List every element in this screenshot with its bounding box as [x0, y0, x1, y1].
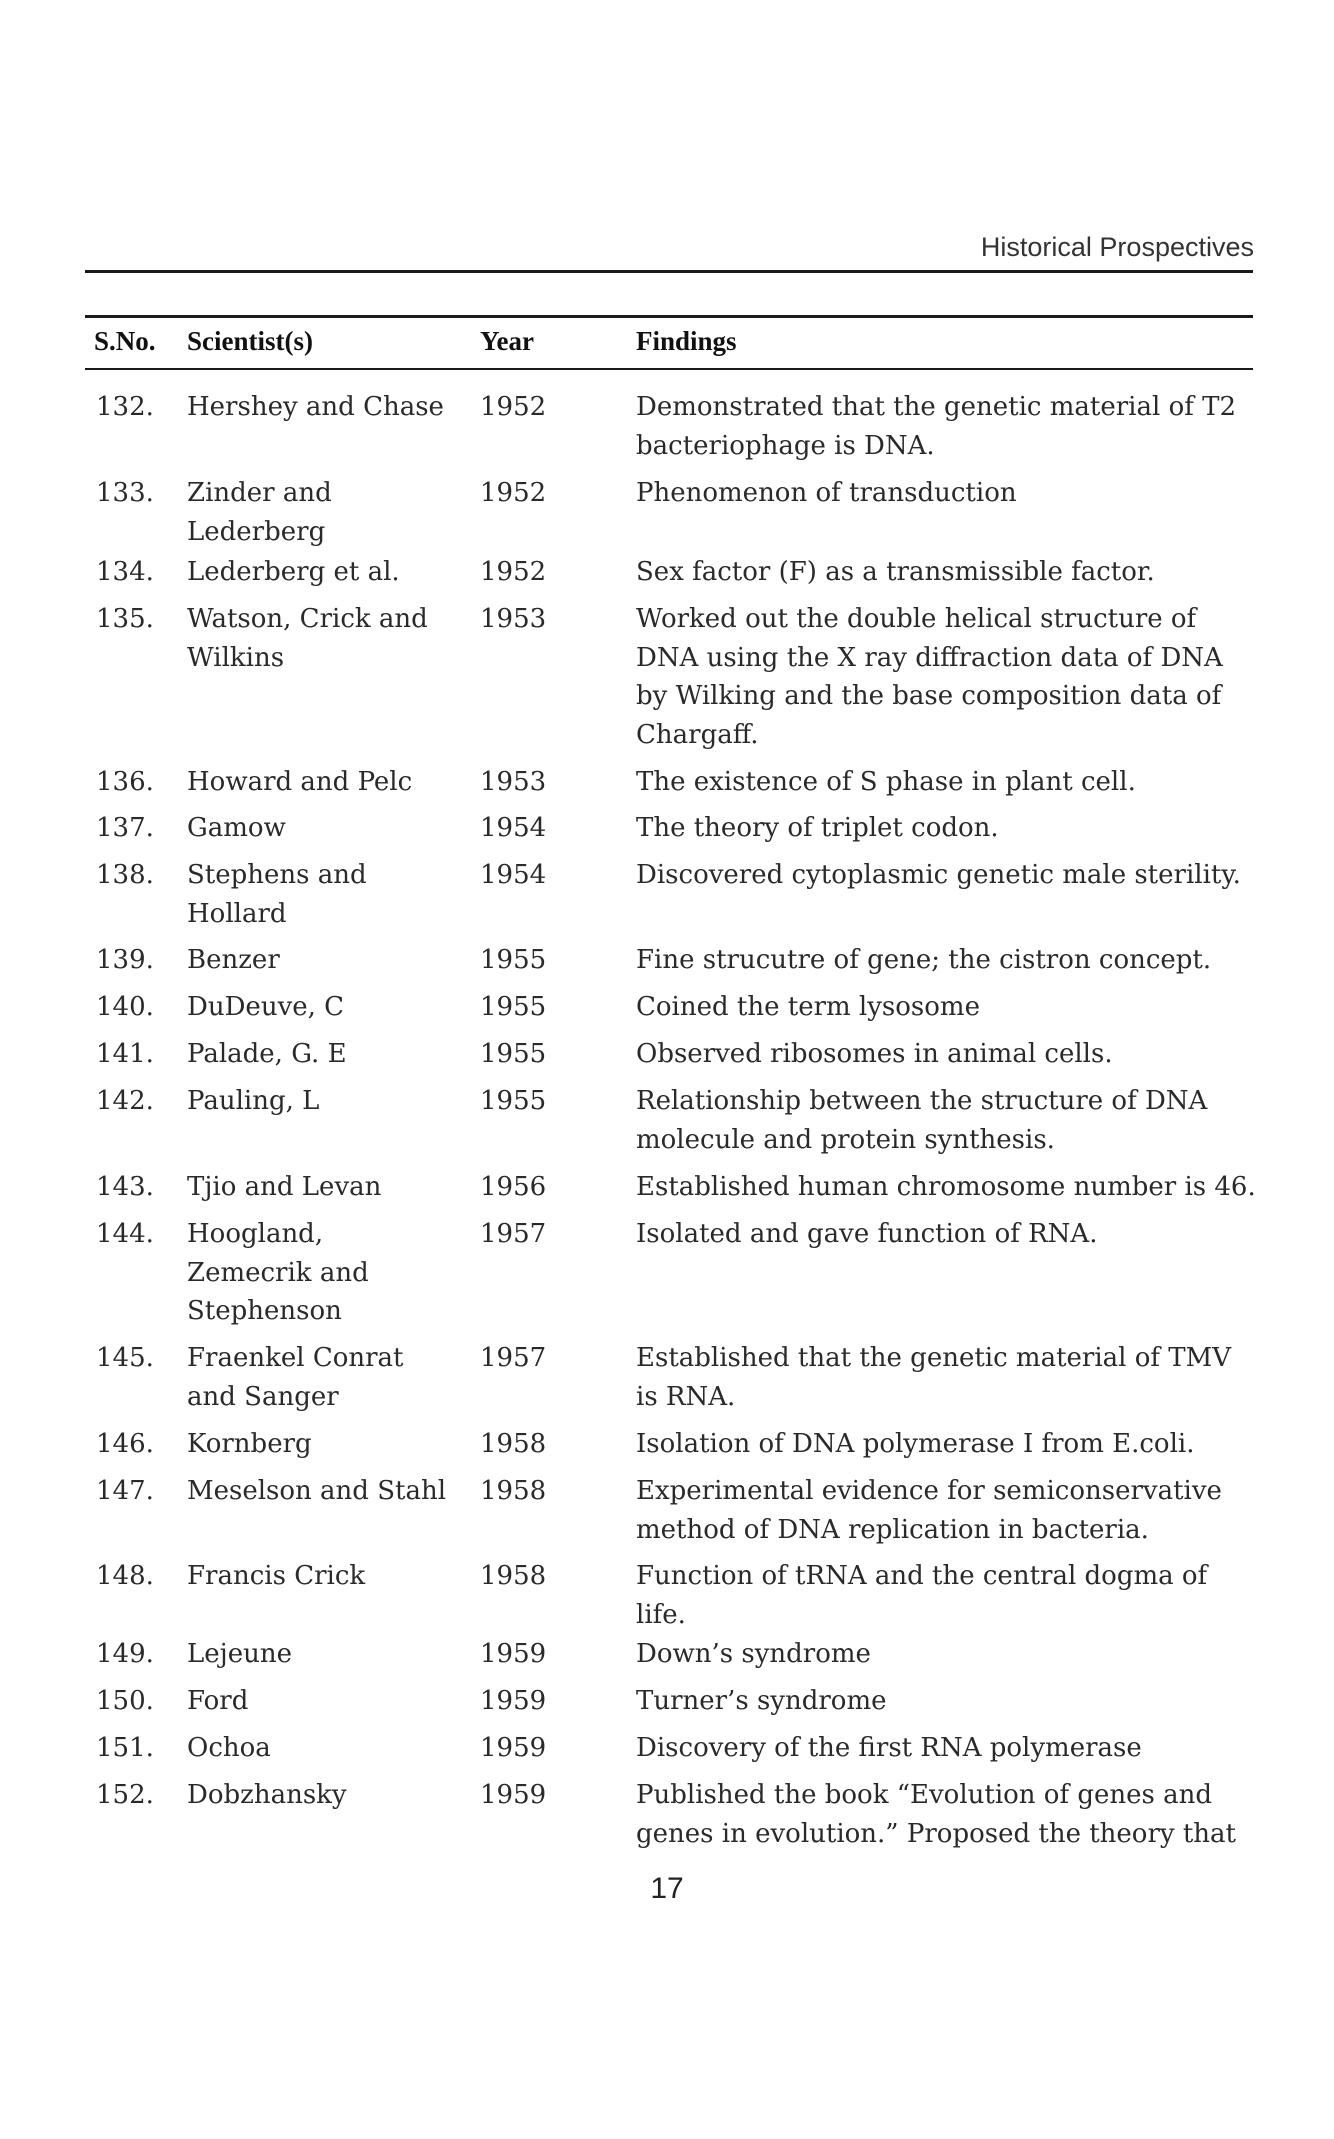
row-number: 138.: [96, 860, 154, 890]
column-header-sno: S.No.: [94, 326, 156, 356]
scientist-cell: Benzer: [187, 945, 280, 975]
finding-cell: Observed ribosomes in animal cells.: [636, 1039, 1113, 1069]
row-number: 143.: [96, 1172, 154, 1202]
finding-cell: Discovered cytoplasmic genetic male sterility.: [636, 860, 1241, 890]
scientist-cell: Palade, G. E: [187, 1039, 347, 1069]
finding-cell: Relationship between the structure of DNA molecule and protein synthesis.: [636, 1086, 1208, 1155]
scientist-cell: Ford: [187, 1686, 249, 1716]
scientist-cell: Lejeune: [187, 1639, 292, 1669]
scientist-cell: Dobzhansky: [187, 1780, 347, 1810]
year-cell: 1954: [480, 860, 547, 890]
year-cell: 1957: [480, 1343, 547, 1373]
row-number: 136.: [96, 767, 154, 797]
scientist-cell: Zinder and Lederberg: [187, 478, 332, 547]
table-row: [0, 1168, 1334, 1215]
row-number: 150.: [96, 1686, 154, 1716]
row-number: 141.: [96, 1039, 154, 1069]
row-number: 132.: [96, 392, 154, 422]
year-cell: 1955: [480, 1086, 547, 1116]
scientist-cell: Hoogland, Zemecrik and Stephenson: [187, 1219, 369, 1326]
row-number: 147.: [96, 1476, 154, 1506]
column-header-findings: Findings: [636, 326, 737, 356]
table-row: [0, 474, 1334, 553]
year-cell: 1952: [480, 392, 547, 422]
finding-cell: Function of tRNA and the central dogma of life.: [636, 1561, 1208, 1630]
scientist-cell: Tjio and Levan: [187, 1172, 382, 1202]
row-number: 151.: [96, 1733, 154, 1763]
year-cell: 1959: [480, 1686, 547, 1716]
row-number: 133.: [96, 478, 154, 508]
table-row: [0, 1682, 1334, 1729]
row-number: 139.: [96, 945, 154, 975]
table-row: [0, 1339, 1334, 1425]
row-number: 145.: [96, 1343, 154, 1373]
year-cell: 1955: [480, 945, 547, 975]
year-cell: 1958: [480, 1429, 547, 1459]
year-cell: 1955: [480, 1039, 547, 1069]
finding-cell: Fine strucutre of gene; the cistron concept.: [636, 945, 1212, 975]
year-cell: 1955: [480, 992, 547, 1022]
scientist-cell: Hershey and Chase: [187, 392, 444, 422]
year-cell: 1957: [480, 1219, 547, 1249]
year-cell: 1958: [480, 1561, 547, 1591]
year-cell: 1958: [480, 1476, 547, 1506]
scientist-cell: Gamow: [187, 813, 286, 843]
row-number: 140.: [96, 992, 154, 1022]
scientist-cell: Lederberg et al.: [187, 557, 400, 587]
finding-cell: Isolated and gave function of RNA.: [636, 1219, 1098, 1249]
table-row: [0, 600, 1334, 763]
finding-cell: Discovery of the first RNA polymerase: [636, 1733, 1142, 1763]
year-cell: 1953: [480, 604, 547, 634]
table-header-rule: [85, 368, 1253, 370]
row-number: 134.: [96, 557, 154, 587]
year-cell: 1953: [480, 767, 547, 797]
table-header: [0, 326, 1334, 366]
table-row: [0, 388, 1334, 474]
table-row: [0, 1472, 1334, 1557]
scientist-cell: Watson, Crick and Wilkins: [187, 604, 428, 673]
finding-cell: Turner’s syndrome: [636, 1686, 887, 1716]
table-row: [0, 1729, 1334, 1776]
table-row: [0, 553, 1334, 600]
scientist-cell: Meselson and Stahl: [187, 1476, 447, 1506]
table-row: [0, 763, 1334, 809]
finding-cell: Down’s syndrome: [636, 1639, 871, 1669]
finding-cell: Phenomenon of transduction: [636, 478, 1017, 508]
table-row: [0, 1776, 1334, 1862]
finding-cell: Experimental evidence for semiconservative method of DNA replication in bacteria.: [636, 1476, 1222, 1545]
scientist-cell: Stephens and Hollard: [187, 860, 367, 929]
row-number: 146.: [96, 1429, 154, 1459]
scientist-cell: Ochoa: [187, 1733, 271, 1763]
scientist-cell: Francis Crick: [187, 1561, 366, 1591]
finding-cell: The existence of S phase in plant cell.: [636, 767, 1136, 797]
table-row: [0, 1425, 1334, 1472]
finding-cell: Coined the term lysosome: [636, 992, 980, 1022]
row-number: 144.: [96, 1219, 154, 1249]
table-row: [0, 1035, 1334, 1082]
row-number: 142.: [96, 1086, 154, 1116]
year-cell: 1956: [480, 1172, 547, 1202]
header-rule: [85, 270, 1253, 273]
finding-cell: Established that the genetic material of TMV is RNA.: [636, 1343, 1232, 1412]
scientist-cell: Pauling, L: [187, 1086, 320, 1116]
finding-cell: Demonstrated that the genetic material of T2 bacteriophage is DNA.: [636, 392, 1236, 461]
year-cell: 1952: [480, 557, 547, 587]
row-number: 149.: [96, 1639, 154, 1669]
table-row: [0, 1635, 1334, 1682]
finding-cell: Sex factor (F) as a transmissible factor.: [636, 557, 1155, 587]
table-row: [0, 856, 1334, 941]
row-number: 137.: [96, 813, 154, 843]
row-number: 135.: [96, 604, 154, 634]
finding-cell: Established human chromosome number is 46.: [636, 1172, 1256, 1202]
column-header-year: Year: [480, 326, 534, 356]
table-row: [0, 1557, 1334, 1635]
table-row: [0, 1082, 1334, 1168]
year-cell: 1954: [480, 813, 547, 843]
finding-cell: The theory of triplet codon.: [636, 813, 999, 843]
table-row: [0, 988, 1334, 1035]
running-header: Historical Prospectives: [980, 232, 1254, 262]
scientist-cell: DuDeuve, C: [187, 992, 345, 1022]
column-header-scientist: Scientist(s): [187, 326, 313, 356]
table-row: [0, 1215, 1334, 1339]
row-number: 148.: [96, 1561, 154, 1591]
table-body: [0, 388, 1334, 1862]
scientist-cell: Fraenkel Conrat and Sanger: [187, 1343, 404, 1412]
page-number: 17: [650, 1872, 684, 1905]
year-cell: 1959: [480, 1780, 547, 1810]
year-cell: 1952: [480, 478, 547, 508]
finding-cell: Worked out the double helical structure of DNA using the X ray diffraction data of DNA by Wilking and the base composition data of Chargaff.: [636, 604, 1223, 750]
scientist-cell: Kornberg: [187, 1429, 312, 1459]
finding-cell: Isolation of DNA polymerase I from E.coli.: [636, 1429, 1195, 1459]
row-number: 152.: [96, 1780, 154, 1810]
table-row: [0, 941, 1334, 988]
finding-cell: Published the book “Evolution of genes and genes in evolution.” Proposed the theory that: [636, 1780, 1236, 1849]
year-cell: 1959: [480, 1639, 547, 1669]
table-top-rule: [85, 315, 1253, 318]
table-row: [0, 809, 1334, 856]
scientist-cell: Howard and Pelc: [187, 767, 413, 797]
year-cell: 1959: [480, 1733, 547, 1763]
